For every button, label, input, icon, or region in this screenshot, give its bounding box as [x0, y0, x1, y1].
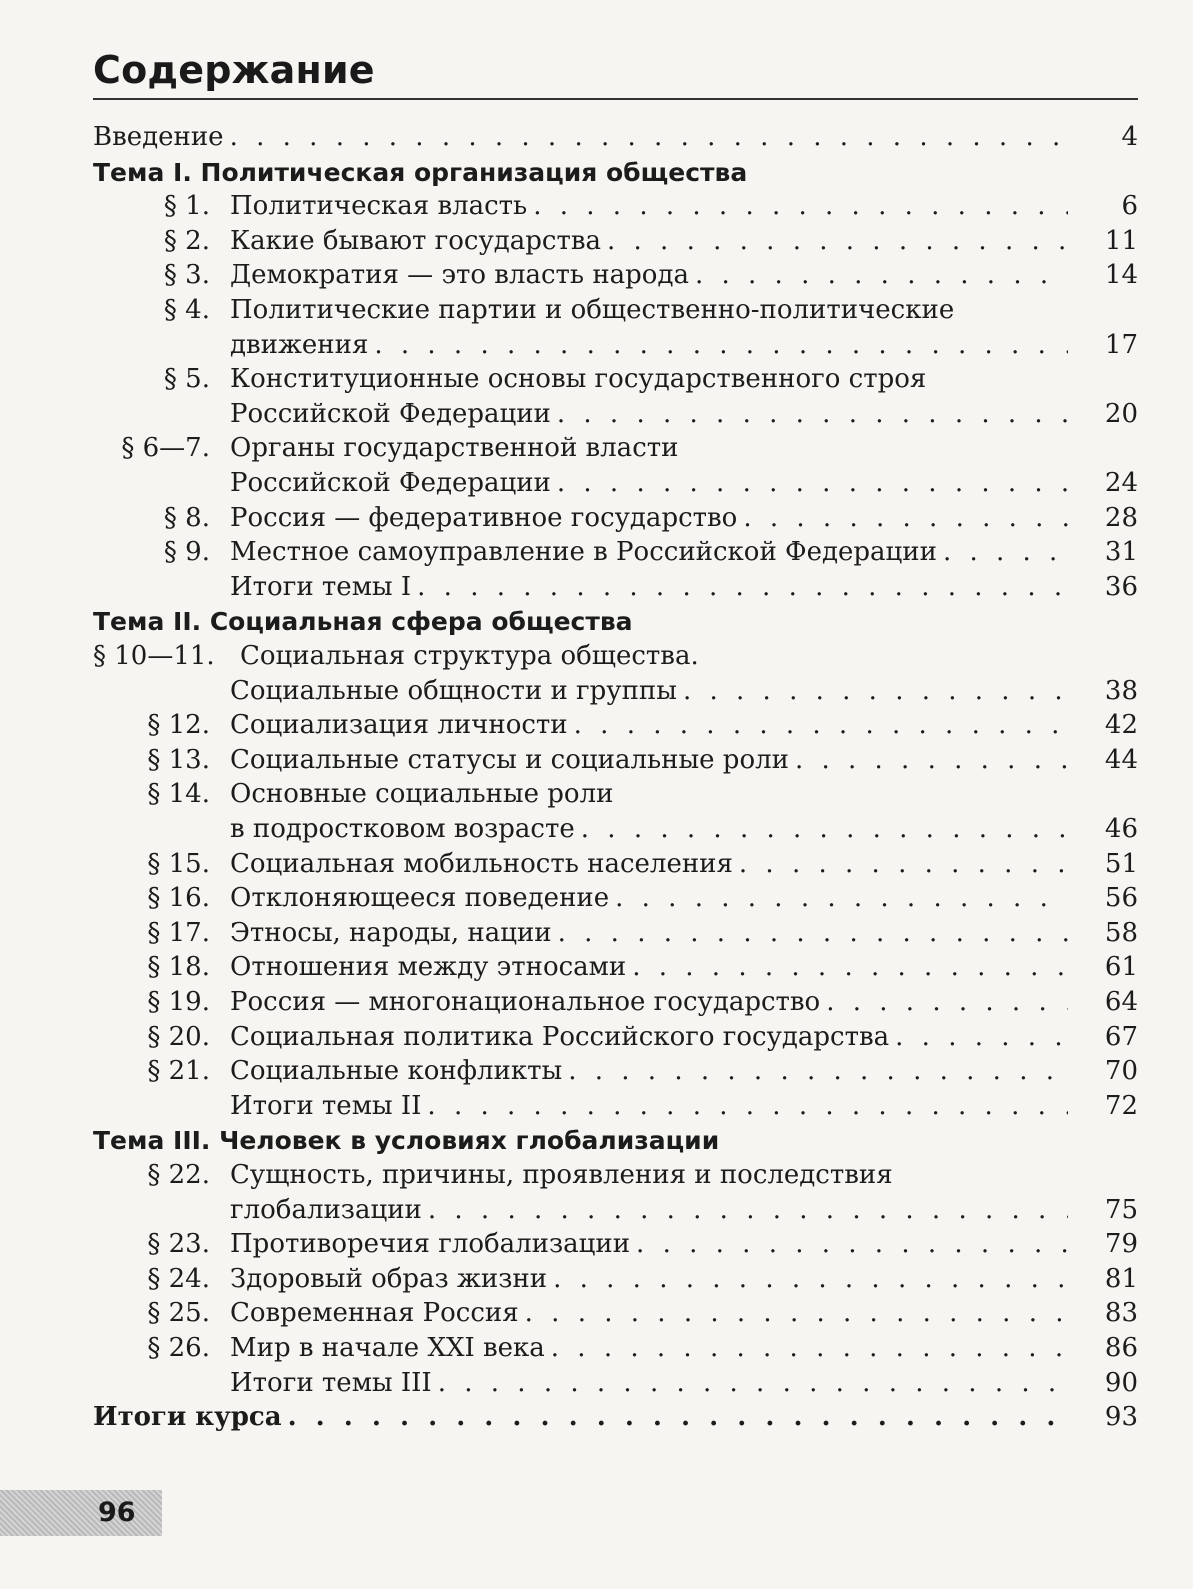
- toc-row-course-summary: [0, 1400, 1193, 1435]
- toc-row: [0, 189, 1193, 224]
- entry-text: Социальные конфликты: [230, 1056, 563, 1087]
- entry-page-number: 64: [1104, 987, 1138, 1017]
- toc-row: [0, 1193, 1193, 1228]
- entry-text: Социальные общности и группы: [230, 675, 677, 706]
- toc-row: [0, 1262, 1193, 1297]
- dot-leader: [519, 1296, 1068, 1331]
- toc-row: [0, 397, 1193, 432]
- entry-page-number: 14: [1104, 260, 1138, 291]
- section-number: § 1.: [163, 191, 210, 222]
- toc-row: [0, 535, 1193, 570]
- entry-text: Основные социальные роли: [230, 779, 614, 810]
- entry-page-number: 42: [1104, 710, 1138, 741]
- dot-leader: [820, 985, 1068, 1020]
- section-number: § 18.: [147, 952, 210, 983]
- entry-title: [230, 1227, 1068, 1262]
- entry-title: [230, 812, 1068, 847]
- entry-title: [230, 1193, 1068, 1228]
- section-number: § 19.: [147, 987, 210, 1017]
- dot-leader: [889, 1020, 1068, 1055]
- toc-row: [0, 916, 1193, 951]
- toc-row: [0, 501, 1193, 536]
- entry-text: Местное самоуправление в Российской Федерации: [230, 537, 937, 568]
- entry-title: [230, 1158, 1140, 1193]
- section-number: § 17.: [147, 917, 210, 948]
- dot-leader: [609, 881, 1068, 916]
- entry-title: [230, 916, 1068, 951]
- section-number: § 25.: [147, 1298, 210, 1329]
- entry-text: Российской Федерации: [230, 398, 551, 429]
- dot-leader: [551, 466, 1068, 501]
- toc-row: [0, 258, 1193, 293]
- entry-page-number: 36: [1104, 571, 1138, 602]
- entry-text: Социальная мобильность населения: [230, 848, 733, 879]
- toc-row: [0, 1296, 1193, 1331]
- entry-text: Конституционные основы государственного строя: [230, 364, 927, 395]
- entry-title: [230, 1020, 1068, 1055]
- dot-leader: [545, 1331, 1068, 1366]
- entry-page-number: 72: [1104, 1090, 1138, 1121]
- toc-row: [0, 1089, 1193, 1124]
- section-number: § 2.: [163, 225, 210, 256]
- entry-text: Здоровый образ жизни: [230, 1263, 548, 1294]
- entry-text: Итоги курса: [93, 1402, 282, 1433]
- topic-heading: [0, 1123, 1193, 1158]
- dot-leader: [552, 916, 1068, 951]
- entry-title: [230, 362, 1140, 397]
- section-number: § 8.: [163, 502, 210, 533]
- entry-text: в подростковом возрасте: [230, 814, 575, 844]
- entry-text: Социальные статусы и социальные роли: [230, 744, 789, 775]
- toc-row: [0, 985, 1193, 1020]
- entry-title: [230, 950, 1068, 985]
- toc-row: [0, 293, 1193, 328]
- entry-title: [230, 985, 1068, 1020]
- entry-page-number: 79: [1104, 1229, 1138, 1260]
- topic-title: Тема I. Политическая организация общества: [93, 157, 748, 187]
- section-number: § 15.: [147, 848, 210, 879]
- entry-title: [230, 847, 1068, 882]
- entry-text: Отклоняющееся поведение: [230, 883, 610, 914]
- entry-text: Сущность, причины, проявления и последствия: [230, 1160, 893, 1190]
- dot-leader: [562, 1054, 1068, 1089]
- entry-title: [230, 328, 1068, 363]
- entry-title: [240, 639, 1140, 674]
- toc-row: [0, 1158, 1193, 1193]
- section-number: § 12.: [147, 710, 210, 741]
- toc-row: [0, 328, 1193, 363]
- dot-leader: [575, 812, 1068, 847]
- entry-page-number: 67: [1104, 1021, 1138, 1052]
- entry-text: Отношения между этносами: [230, 952, 627, 983]
- toc-row: [0, 570, 1193, 605]
- section-number: § 13.: [147, 744, 210, 775]
- dot-leader: [527, 189, 1068, 224]
- dot-leader: [677, 674, 1068, 709]
- section-number: § 4.: [163, 295, 210, 325]
- entry-text: Органы государственной власти: [230, 433, 679, 464]
- section-number: § 10—11.: [93, 641, 215, 671]
- toc-row: [0, 777, 1193, 812]
- page-number: 96: [98, 1497, 136, 1528]
- dot-leader: [630, 1227, 1068, 1262]
- dot-leader: [733, 847, 1068, 882]
- toc-row: [0, 1331, 1193, 1366]
- entry-text: Этносы, народы, нации: [230, 917, 552, 948]
- toc-row: [0, 950, 1193, 985]
- entry-page-number: 20: [1104, 398, 1138, 429]
- toc-row: [0, 639, 1193, 674]
- entry-page-number: 46: [1104, 814, 1138, 844]
- entry-title: [230, 258, 1068, 293]
- entry-title: [230, 466, 1068, 501]
- toc-row: [0, 1227, 1193, 1262]
- toc-row: [0, 362, 1193, 397]
- entry-page-number: 44: [1104, 744, 1138, 775]
- toc-row: [0, 881, 1193, 916]
- entry-title: [230, 1054, 1068, 1089]
- dot-leader: [368, 328, 1068, 363]
- page-number-box: [0, 1490, 162, 1536]
- dot-leader: [568, 708, 1068, 743]
- dot-leader: [432, 1366, 1068, 1401]
- entry-title: [230, 1331, 1068, 1366]
- entry-title: [93, 120, 1068, 155]
- entry-title: [230, 674, 1068, 709]
- entry-text: Социализация личности: [230, 710, 568, 741]
- entry-text: Российской Федерации: [230, 468, 551, 498]
- toc-row: [0, 431, 1193, 466]
- entry-page-number: 83: [1104, 1298, 1138, 1329]
- topic-heading: [0, 155, 1193, 190]
- entry-page-number: 28: [1104, 502, 1138, 533]
- entry-page-number: 70: [1104, 1056, 1138, 1087]
- dot-leader: [547, 1262, 1068, 1297]
- entry-page-number: 4: [1121, 122, 1138, 152]
- entry-title: [230, 1089, 1068, 1124]
- toc-row: [0, 743, 1193, 778]
- entry-page-number: 31: [1104, 537, 1138, 568]
- entry-page-number: 11: [1104, 225, 1138, 256]
- section-number: § 20.: [147, 1021, 210, 1052]
- dot-leader: [282, 1400, 1068, 1435]
- entry-text: Какие бывают государства: [230, 225, 601, 256]
- section-number: § 3.: [163, 260, 210, 291]
- entry-text: Противоречия глобализации: [230, 1229, 631, 1260]
- dot-leader: [737, 501, 1068, 536]
- entry-page-number: 93: [1104, 1402, 1138, 1433]
- entry-page-number: 86: [1104, 1333, 1138, 1363]
- entry-title: [230, 431, 1140, 466]
- dot-leader: [937, 535, 1068, 570]
- entry-title: [230, 1262, 1068, 1297]
- entry-title: [230, 777, 1140, 812]
- entry-page-number: 58: [1104, 917, 1138, 948]
- entry-page-number: 17: [1104, 329, 1138, 360]
- entry-text: Россия — многонациональное государство: [230, 987, 821, 1017]
- toc-row: [0, 847, 1193, 882]
- toc-row: [0, 224, 1193, 259]
- entry-text: глобализации: [230, 1194, 422, 1225]
- entry-title: [230, 743, 1068, 778]
- entry-text: Итоги темы III: [230, 1367, 432, 1398]
- toc-row: [0, 466, 1193, 501]
- dot-leader: [422, 1193, 1068, 1228]
- dot-leader: [689, 258, 1068, 293]
- topic-title: Тема III. Человек в условиях глобализации: [93, 1126, 720, 1156]
- toc-row: [0, 812, 1193, 847]
- section-number: § 24.: [147, 1263, 210, 1294]
- dot-leader: [421, 1089, 1068, 1124]
- entry-page-number: 24: [1104, 468, 1138, 498]
- entry-text: Мир в начале XXI века: [230, 1333, 545, 1363]
- section-number: § 22.: [147, 1160, 210, 1190]
- dot-leader: [626, 950, 1068, 985]
- section-number: § 9.: [163, 537, 210, 568]
- entry-title: [93, 1400, 1068, 1435]
- entry-title: [230, 1366, 1068, 1401]
- dot-leader: [789, 743, 1068, 778]
- dot-leader: [224, 120, 1068, 155]
- entry-page-number: 61: [1104, 952, 1138, 983]
- entry-text: Введение: [93, 122, 224, 152]
- entry-title: [230, 570, 1068, 605]
- section-number: § 5.: [163, 364, 210, 395]
- entry-page-number: 81: [1104, 1263, 1138, 1294]
- entry-title: [230, 397, 1068, 432]
- entry-text: Демократия — это власть народа: [230, 260, 689, 291]
- toc-row: [0, 1054, 1193, 1089]
- entry-title: [230, 1296, 1068, 1331]
- entry-title: [230, 708, 1068, 743]
- section-number: § 23.: [147, 1229, 210, 1260]
- entry-text: Итоги темы II: [230, 1090, 422, 1121]
- entry-title: [230, 535, 1068, 570]
- toc-row: [0, 674, 1193, 709]
- section-number: § 16.: [147, 883, 210, 914]
- entry-page-number: 56: [1104, 883, 1138, 914]
- entry-title: [230, 501, 1068, 536]
- entry-page-number: 75: [1104, 1194, 1138, 1225]
- toc-row: [0, 708, 1193, 743]
- toc-row: [0, 1020, 1193, 1055]
- section-number: § 26.: [147, 1333, 210, 1363]
- entry-title: [230, 189, 1068, 224]
- entry-page-number: 90: [1104, 1367, 1138, 1398]
- entry-page-number: 38: [1104, 675, 1138, 706]
- topic-heading: [0, 604, 1193, 639]
- toc-row-intro: [0, 120, 1193, 155]
- section-number: § 14.: [147, 779, 210, 810]
- topic-title: Тема II. Социальная сфера общества: [93, 607, 633, 637]
- entry-text: Политические партии и общественно-политические: [230, 295, 955, 325]
- entry-text: Социальная структура общества.: [240, 641, 699, 671]
- entry-text: Социальная политика Российского государства: [230, 1021, 890, 1052]
- entry-page-number: 51: [1104, 848, 1138, 879]
- entry-text: движения: [230, 329, 369, 360]
- page-title: Содержание: [93, 48, 375, 92]
- entry-page-number: 6: [1121, 191, 1138, 222]
- entry-title: [230, 293, 1140, 328]
- entry-text: Политическая власть: [230, 191, 528, 222]
- section-number: § 21.: [147, 1056, 210, 1087]
- entry-text: Россия — федеративное государство: [230, 502, 738, 533]
- dot-leader: [551, 397, 1068, 432]
- entry-title: [230, 881, 1068, 916]
- entry-text: Современная Россия: [230, 1298, 519, 1329]
- toc-row: [0, 1366, 1193, 1401]
- dot-leader: [601, 224, 1068, 259]
- entry-text: Итоги темы I: [230, 571, 412, 602]
- section-number: § 6—7.: [121, 433, 210, 464]
- dot-leader: [411, 570, 1068, 605]
- entry-title: [230, 224, 1068, 259]
